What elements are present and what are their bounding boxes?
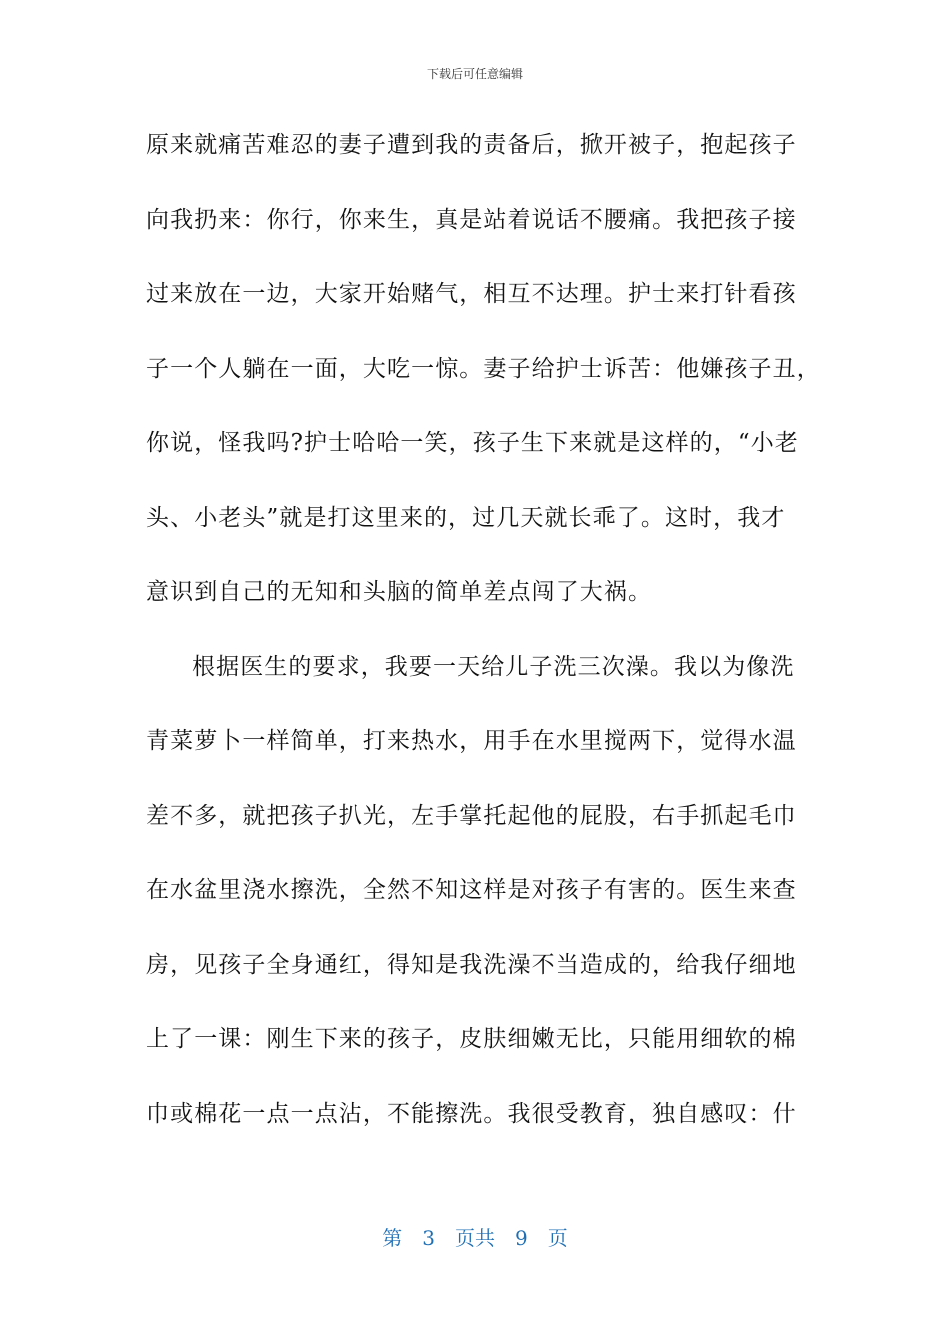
- text-line: 差不多，就把孩子扒光，左手掌托起他的屁股，右手抓起毛巾: [146, 802, 797, 829]
- text-line: 你说，怪我吗?护士哈哈一笑，孩子生下来就是这样的，“小老: [146, 430, 799, 456]
- page-footer: [0, 1224, 950, 1252]
- page-label-middle: 页共: [455, 1226, 495, 1250]
- page-label-suffix: 页: [547, 1226, 568, 1250]
- text-line: 房，见孩子全身通红，得知是我洗澡不当造成的，给我仔细地: [146, 951, 797, 978]
- text-line: 意识到自己的无知和头脑的简单差点闯了大祸。: [146, 579, 653, 605]
- text-line: 青菜萝卜一样简单，打来热水，用手在水里搅两下，觉得水温: [146, 728, 797, 754]
- current-page-number: 3: [422, 1226, 435, 1250]
- text-line: 过来放在一边，大家开始赌气，相互不达理。护士来打针看孩: [146, 281, 797, 307]
- text-line: 子一个人躺在一面，大吃一惊。妻子给护士诉苦：他嫌孩子丑，: [146, 355, 821, 382]
- text-line: 头、小老头”就是打这里来的，过几天就长乖了。这时，我才: [146, 504, 786, 531]
- paragraph: [146, 122, 821, 644]
- text-line: 根据医生的要求，我要一天给儿子洗三次澡。我以为像洗: [192, 653, 795, 680]
- document-body: [146, 122, 821, 1165]
- text-line: 原来就痛苦难忍的妻子遭到我的责备后，掀开被子，抱起孩子: [146, 132, 797, 158]
- text-line: 巾或棉花一点一点沾，不能擦洗。我很受教育，独自感叹：什: [146, 1100, 797, 1127]
- total-page-count: 9: [515, 1226, 528, 1250]
- text-line: 向我扔来：你行，你来生，真是站着说话不腰痛。我把孩子接: [146, 206, 797, 233]
- page-header: 下载后可任意编辑: [426, 67, 523, 81]
- paragraph: [146, 644, 806, 1166]
- page-label-prefix: 第: [382, 1226, 403, 1250]
- text-line: 在水盆里浇水擦洗，全然不知这样是对孩子有害的。医生来查: [146, 877, 797, 903]
- text-line: 上了一课：刚生下来的孩子，皮肤细嫩无比，只能用细软的棉: [146, 1026, 797, 1052]
